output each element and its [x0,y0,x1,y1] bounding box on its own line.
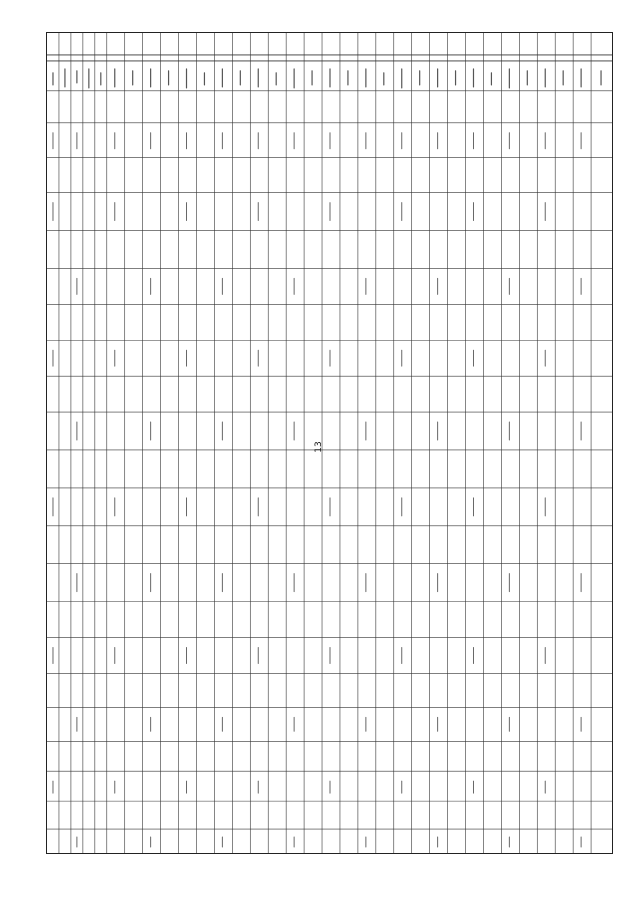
row-dividers [59,33,591,853]
illegible-cell-text [53,69,601,88]
header-grid-lines [47,55,612,61]
column-dividers [47,91,612,829]
page-number: 13 [314,441,324,453]
rotated-program-table [46,32,613,854]
illegible-number-cells [53,133,581,847]
table-grid [47,33,612,853]
